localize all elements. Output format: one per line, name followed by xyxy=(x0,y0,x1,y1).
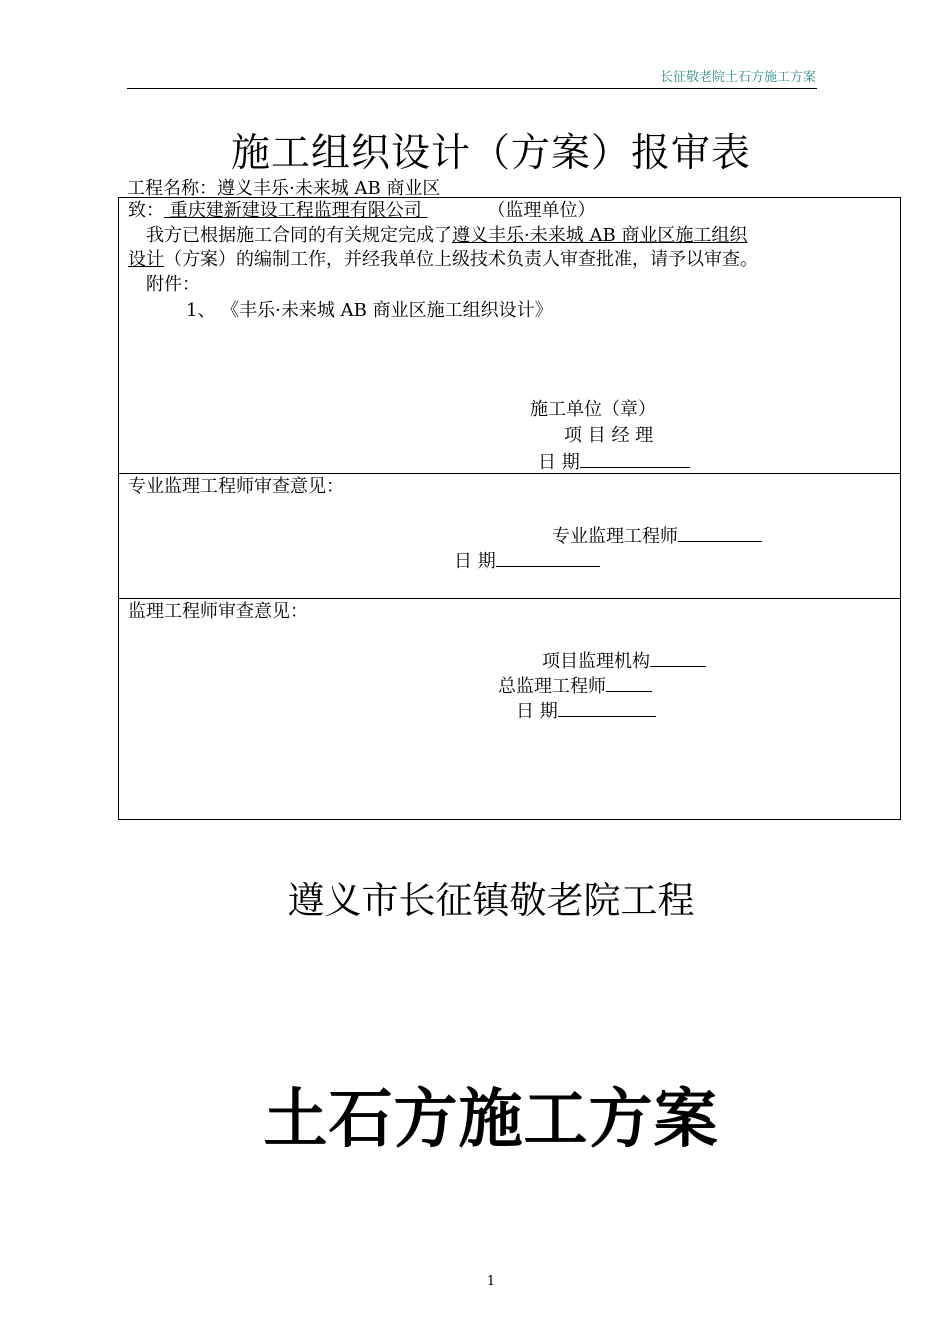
plan-name-part1: 遵义丰乐·未来城 AB 商业区施工组织 xyxy=(452,225,748,246)
supervisor-date-label: 日 期 xyxy=(516,701,558,722)
page-number: 1 xyxy=(486,1274,496,1289)
supervision-org-label: 项目监理机构 xyxy=(542,651,650,672)
submission-section xyxy=(119,198,900,474)
specialist-date-blank xyxy=(496,548,600,567)
chief-engineer-blank xyxy=(606,673,652,692)
supervision-role: （监理单位） xyxy=(487,200,596,221)
specialist-sign-label: 专业监理工程师 xyxy=(552,526,678,547)
to-label: 致： xyxy=(128,200,164,221)
attachment-label: 附件： xyxy=(146,274,200,295)
supervisor-date-blank xyxy=(558,698,656,717)
form-title: 施工组织设计（方案）报审表 xyxy=(230,131,751,176)
specialist-opinion-label: 专业监理工程师审查意见： xyxy=(128,476,344,497)
plan-name-part2: 设计 xyxy=(128,249,164,270)
chief-engineer-label: 总监理工程师 xyxy=(498,676,606,697)
body-line-1 xyxy=(146,224,747,248)
chief-engineer-line xyxy=(498,673,652,699)
cover-title: 土石方施工方案 xyxy=(263,1082,719,1157)
project-label: 工程名称： xyxy=(127,178,217,199)
specialist-sign-blank xyxy=(678,523,762,542)
header-rule xyxy=(127,88,817,89)
specialist-date-line xyxy=(454,548,600,574)
attachment-item: 1、 《丰乐·未来城 AB 商业区施工组织设计》 xyxy=(186,300,553,321)
specialist-sign-line xyxy=(552,523,762,549)
specialist-review-section xyxy=(119,473,900,599)
contractor-date-label: 日 期 xyxy=(538,452,580,473)
supervision-company: 重庆建新建设工程监理有限公司 xyxy=(164,200,428,221)
project-name-value: 遵义丰乐·未来城 AB 商业区 xyxy=(217,178,441,199)
cover-subtitle: 遵义市长征镇敬老院工程 xyxy=(287,879,695,922)
supervision-org-line xyxy=(542,648,706,674)
running-header: 长征敬老院土石方施工方案 xyxy=(659,70,816,85)
specialist-date-label: 日 期 xyxy=(454,551,496,572)
supervision-org-blank xyxy=(650,648,706,667)
body-rest: （方案）的编制工作，并经我单位上级技术负责人审查批准，请予以审查。 xyxy=(164,249,758,270)
contractor-date xyxy=(538,449,690,475)
contractor-seal-label: 施工单位（章） xyxy=(530,399,656,420)
addressee-line xyxy=(128,199,595,223)
body-prefix: 我方已根据施工合同的有关规定完成了 xyxy=(146,225,452,246)
review-form-table xyxy=(118,197,901,820)
contractor-date-blank xyxy=(580,449,690,468)
supervisor-opinion-label: 监理工程师审查意见： xyxy=(128,601,308,622)
supervisor-review-section xyxy=(119,598,900,821)
project-manager-label: 项 目 经 理 xyxy=(564,425,654,446)
supervisor-date-line xyxy=(516,698,656,724)
body-line-2 xyxy=(128,248,758,272)
